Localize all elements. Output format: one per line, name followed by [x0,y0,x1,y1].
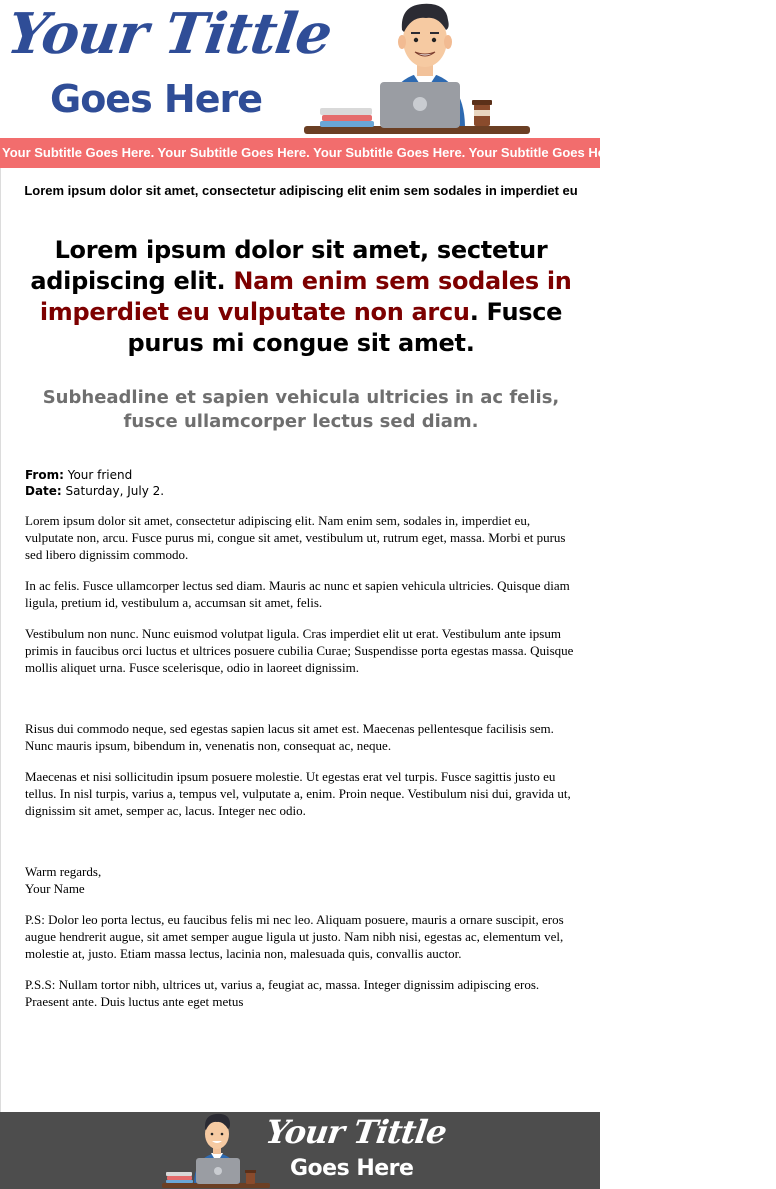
date-line [25,483,164,499]
body-paragraph: Lorem ipsum dolor sit amet, consectetur adipiscing elit. Nam enim sem, sodales in, imperdiet eu, vulputate non, arcu. Fusce purus mi, congue sit amet, vestibulum ut, rutrum eget, massa. Morbi et purus sed libero dignissim commodo. [25,513,566,562]
footer-logo-line1: Your Tittle [263,1113,449,1151]
body-paragraph: Maecenas et nisi sollicitudin ipsum posuere molestie. Ut egestas erat vel turpis. Fusce sagittis justo eu tellus. In nisl turpis, varius a, tempus vel, vulputate a, enim. Proin neque. Vestibulum nisi dui, gravida ut, dignissim sit amet, semper ac, lacus. Integer nec odio. [25,769,571,818]
logo-title-line1: Your Tittle [3,1,336,67]
page-header [0,0,600,138]
subtitle-text: Your Subtitle Goes Here. Your Subtitle Goes Here. Your Subtitle Goes Here. Your Subtitle Goes Here. Your Subtitle Goes Here. [2,145,776,160]
body-paragraph: Vestibulum non nunc. Nunc euismod volutpat ligula. Cras imperdiet elit ut erat. Vestibulum ante ipsum primis in faucibus orci luctus et ultrices posuere cubilia Curae; Suspendisse porta egestas massa. Quisque mollis aliquet urna. Fusce scelerisque, odio in laoreet dignissim. [25,626,574,675]
signature [25,863,577,897]
from-label: From: [25,468,64,482]
subheadline: Subheadline et sapien vehicula ultricies in ac felis, fusce ullamcorper lectus sed diam. [42,387,560,432]
postscript: P.S: Dolor leo porta lectus, eu faucibus felis mi nec leo. Aliquam posuere, mauris a ornare suscipit, eros augue hendrerit augue, sit amet semper augue ligula ut justo. Nam nibh nisi, egestas ac, elementum vel, molestie at, justo. Etiam massa lectus, lacinia non, malesuada quis, convallis auctor. [25,912,564,961]
from-line [25,467,164,483]
date-label: Date: [25,484,62,498]
spacer [25,690,577,720]
post-postscript: P.S.S: Nullam tortor nibh, ultrices ut, varius a, feugiat ac, massa. Integer dignissim adipiscing eros. Praesent ante. Duis luctus ante eget metus [25,977,540,1009]
spacer [25,833,577,863]
headline-part3: . Fusce purus mi congue sit amet. [127,298,563,357]
letter-meta [25,467,164,499]
letter-body [25,512,577,1024]
body-paragraph: Risus dui commodo neque, sed egestas sapien lacus sit amet est. Maecenas pellentesque facilisis sem. Nunc mauris ipsum, bibendum in, venenatis non, consequat ac, neque. [25,721,554,753]
signature-closing: Warm regards, [25,864,102,879]
date-value: Saturday, July 2. [61,484,165,498]
footer-logo-line2: Goes Here [290,1156,414,1181]
letter-content [0,168,600,1112]
pre-headline: Lorem ipsum dolor sit amet, consectetur adipiscing elit enim sem sodales in imperdiet eu [24,183,578,198]
from-value: Your friend [63,468,133,482]
headline [25,235,577,359]
body-paragraph: In ac felis. Fusce ullamcorper lectus sed diam. Mauris ac nunc et sapien vehicula ultricies. Quisque diam ligula, pretium id, vestibulum a, accumsan sit amet, felis. [25,578,570,610]
logo-title-line2: Goes Here [50,77,263,121]
signature-name: Your Name [25,881,85,896]
headline-highlight: Nam enim sem sodales in imperdiet eu vulputate non arcu [39,267,572,326]
subtitle-bar [0,138,776,168]
man-with-laptop-illustration [300,0,540,138]
headline-part1: Lorem ipsum dolor sit amet, sectetur adipiscing elit. [30,236,548,295]
page-footer [0,1112,600,1189]
man-with-laptop-illustration [160,1112,270,1189]
